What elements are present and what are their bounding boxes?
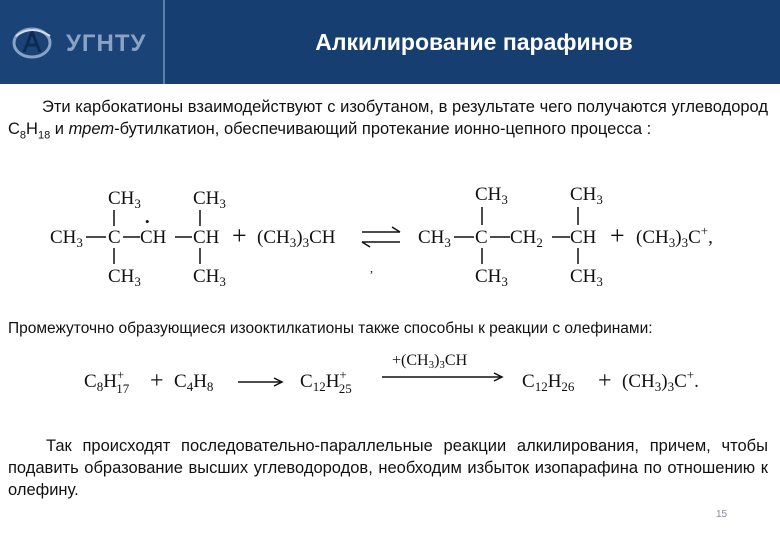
- paragraph-carbocations: Эти карбокатионы взаимодействуют с изобутаном, в результате чего получаются углеводород $С_8Н_{18}$ и трет-бутилкатион, обеспечивающий протекание ионно-цепного процесса :: [8, 98, 768, 142]
- ch3-bottom-right: $CH_3$: [193, 266, 226, 289]
- above-arrow-reagent: +(CH3)3CH: [392, 352, 468, 371]
- ch3-top-r1: $CH_3$: [475, 184, 508, 207]
- c12h25-cation: $C_{12}H^+$ 25: [300, 367, 352, 396]
- plus-sign-3: +: [150, 368, 164, 394]
- tert-butyl-cation: $(CH_3)_3C^+$,: [636, 223, 713, 250]
- dodecane: $C_{12}H_{26}$: [522, 371, 575, 394]
- university-emblem-icon: [10, 26, 58, 60]
- ch2-group: $CH_2$: [510, 227, 543, 250]
- equilibrium-arrow: [362, 227, 400, 247]
- slide-title: Алкилирование парафинов: [315, 29, 633, 55]
- page-number: 15: [716, 509, 728, 520]
- ch-right-r: CH: [570, 227, 597, 248]
- stray-mark: ,: [370, 261, 373, 275]
- ch3-bottom-r2: $CH_3$: [570, 266, 603, 289]
- plus-sign-2: +: [610, 221, 625, 250]
- isobutane: $(CH_3)_3CH$: [257, 227, 336, 250]
- logo-text: УГНТУ: [66, 30, 147, 57]
- ch3-bottom-left: $CH_3$: [108, 266, 141, 289]
- ch3-top-r2: $CH_3$: [570, 184, 603, 207]
- cation-ch: CH: [140, 227, 167, 248]
- ch-right: CH: [193, 227, 220, 248]
- cation-dot: •: [145, 214, 150, 229]
- logo-panel: [0, 0, 165, 84]
- ch3-top-right: $CH_3$: [193, 188, 226, 211]
- plus-sign-1: +: [232, 221, 247, 250]
- ch3-bottom-r1: $CH_3$: [475, 266, 508, 289]
- ch3-top-left: $CH_3$: [108, 188, 141, 211]
- reaction-equation-2: [0, 345, 780, 405]
- ch3-main-right: $CH_3$: [418, 227, 451, 250]
- header-bar: [0, 0, 780, 84]
- quaternary-carbon: C: [108, 227, 121, 248]
- butene: $C_4H_8$: [174, 371, 214, 394]
- reaction-arrow-2: [382, 373, 502, 381]
- paragraph-isooctyl: Промежуточно образующиеся изооктилкатионы также способны к реакции с олефинами:: [8, 320, 653, 337]
- reaction-arrow-1: [238, 378, 282, 386]
- plus-sign-4: +: [598, 368, 612, 394]
- ch3-main-left: $CH_3$: [50, 227, 83, 250]
- tert-butyl-cation-2: $(CH_3)_3C^+$.: [622, 367, 699, 394]
- paragraph-conclusion: Так происходят последовательно-параллельные реакции алкилирования, причем, чтобы подавить образование высших углеводородов, необходим избыток изопарафина по отношению к олефину.: [8, 437, 768, 499]
- c8h17-cation: $C_8H^+$ 17: [84, 367, 130, 396]
- quaternary-carbon-r: C: [475, 227, 488, 248]
- reaction-equation-1: [0, 180, 780, 290]
